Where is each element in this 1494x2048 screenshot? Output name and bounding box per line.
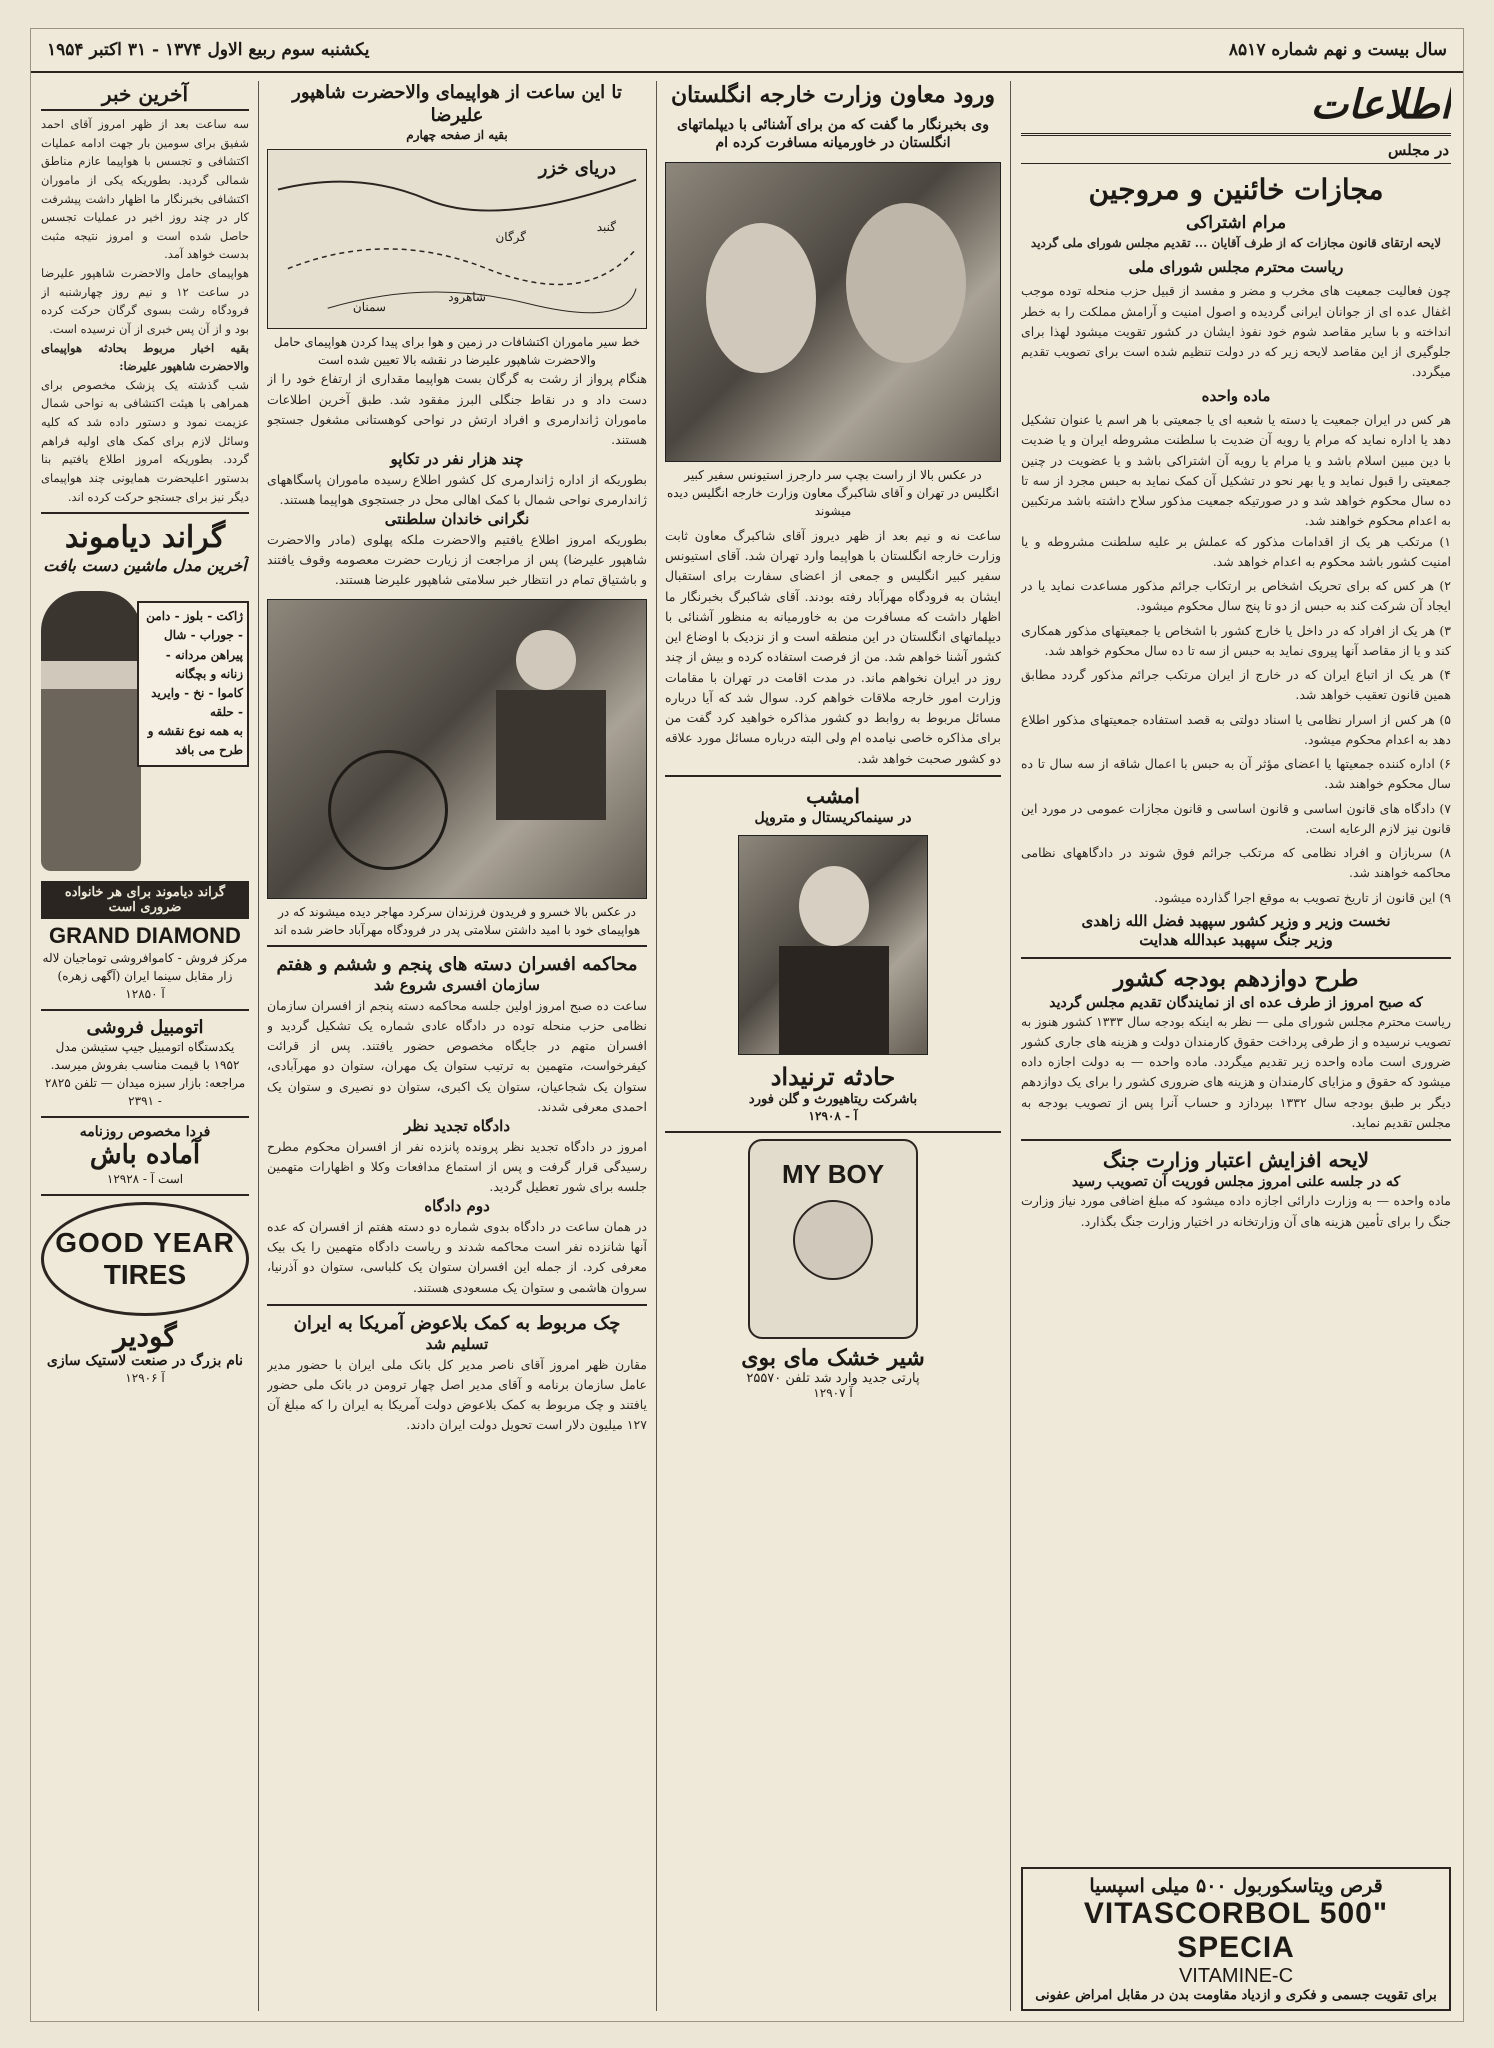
grand-diamond-ad: [41, 520, 249, 1003]
subhead-second-court: دوم دادگاه: [424, 1197, 490, 1216]
myboy-fa-sub: پارتی جدید وارد شد تلفن ۲۵۵۷۰: [746, 1370, 920, 1386]
aircraft-text-1: هنگام پرواز از رشت به گرگان بست هواپیما مقداری از ارتفاع خود را از دست داد و در نقاط جنگلی البرز مفقود شد. طبق آخرین اطلاعات ماموران ژاندارمری و افراد ارتش در نواحی کوهستانی مشغول جستجو هستند.: [267, 371, 647, 448]
article-item: ۴) هر یک از اتباع ایران که در خارج از ایران مرتکب جرائم مذکور گردد مطابق همین قانون تعقیب خواهد شد.: [1021, 667, 1451, 703]
masthead-logo: اطلاعات: [1310, 81, 1451, 128]
aircraft-text-2: بطوریکه از اداره ژاندارمری کل کشور اطلاع رسیده ماموران پاسگاههای ژاندارمری نواحی شمال با کمک اهالی محل در جستجوی هواپیما هستند.: [267, 471, 647, 508]
map-label: گرگان: [495, 230, 526, 245]
map-label: شاهرود: [448, 290, 486, 305]
lead-text: لایحه ارتقای قانون مجازات که از طرف آقایان ... تقدیم مجلس شورای ملی گردید: [1030, 236, 1442, 251]
grand-diamond-list-item: ژاکت - بلوز - دامن - جوراب - شال: [146, 609, 243, 643]
grand-diamond-fa-title: گراند دیاموند: [64, 520, 226, 556]
vitascorbol-brand: VITASCORBOL 500" SPECIA: [1083, 1897, 1389, 1964]
vitascorbol-ad: [1021, 1867, 1451, 2011]
grand-diamond-list-item: به همه نوع نقشه و طرح می بافد: [147, 724, 243, 758]
myboy-fa-title: شیر خشک مای بوی: [741, 1344, 925, 1371]
amadebash-ad: [41, 1124, 249, 1188]
cinema-subheading: در سینماکریستال و متروپل: [754, 809, 912, 826]
map-caption: خط سیر ماموران اکتشافات در زمین و هوا برای پیدا کردن هواپیمای حامل والاحضرت شاهپور علیرضا در نقشه بالا تعیین شده است: [273, 335, 641, 368]
column-rule: [258, 81, 259, 2011]
issue-line: سال بیست و نهم شماره ۸۵۱۷: [1228, 40, 1447, 60]
myboy-ad: [665, 1139, 1001, 1400]
headline-war-credit: لایحه افزایش اعتبار وزارت جنگ: [1102, 1148, 1370, 1173]
headline-latest-news: آخرین خبر: [41, 81, 249, 111]
vitascorbol-slogan: برای تقویت جسمی و فکری و ازدیاد مقاومت بدن در مقابل امراض عفونی: [1035, 1988, 1437, 2003]
latest-text-2: هواپیمای حامل والاحضرت شاهپور علیرضا در ساعت ۱۲ و نیم روز چهارشنبه از فرودگاه رشت بسوی گرگان حرکت کرده بود و از آن پس خبری از آن نرسیده است.: [41, 266, 249, 336]
headline-us-aid-check: چک مربوط به کمک بلاعوض آمریکا به ایران: [293, 1312, 621, 1334]
amadebash-line: فردا مخصوص روزنامه: [79, 1124, 211, 1141]
column-foreign-office: [665, 81, 1001, 2011]
goodyear-brand: GOOD YEAR: [55, 1227, 235, 1259]
column-rule: [1010, 81, 1011, 2011]
goodyear-logo: [41, 1202, 249, 1316]
continued-note: بقیه از صفحه چهارم: [406, 127, 508, 142]
goodyear-slogan: نام بزرگ در صنعت لاستیک سازی: [46, 1353, 244, 1370]
aircraft-text-3: بطوریکه امروز اطلاع یافتیم والاحضرت ملکه پهلوی (مادر والاحضرت شاهپور علیرضا) پس از مراجعت از زیارت حضرت معصومه وقوف یافتند و باشتیاق تمام در انتظار خبر سلامتی شاهپور علیرضا هستند.: [267, 531, 647, 588]
section-label: در مجلس: [1388, 141, 1449, 159]
article-item: ۵) هر کس از اسرار نظامی یا اسناد دولتی به قصد استفاده جمعیتهای مذکور اطلاع دهد به اعدام محکوم میشود.: [1021, 711, 1451, 747]
article-item: ۲) هر کس که برای تحریک اشخاص بر ارتکاب جرائم مذکور مساعدت نماید یا در ایجاد آن شرکت کند به حبس از دو تا پنج سال محکوم میشود.: [1021, 578, 1451, 614]
headline-officer-trials: محاکمه افسران دسته های پنجم و ششم و هفتم: [276, 953, 638, 975]
grand-diamond-brand: GRAND DIAMOND: [49, 923, 241, 949]
photo-film-actress: [738, 835, 928, 1055]
goodyear-ad: [41, 1202, 249, 1387]
article-item: ۷) دادگاه های قانون اساسی و قانون اساسی و قانون مجازات عمومی در مورد این قانون نیز لازم الرعایه است.: [1021, 800, 1451, 836]
subhead-communism: مرام اشتراکی: [1185, 213, 1287, 234]
car-sale-title: اتومبیل فروشی: [86, 1017, 204, 1039]
article-item: ۹) این قانون از تاریخ تصویب به موقع اجرا گذارده میشود.: [1154, 889, 1451, 905]
article-items: [1021, 532, 1451, 908]
date-line: یکشنبه سوم ربیع الاول ۱۳۷۴ - ۳۱ اکتبر ۱۹۵۴: [47, 40, 370, 60]
latest-text-4: شب گذشته یک پزشک مخصوص برای همراهی با هیئت اکتشافی به نواحی شمال عزیمت نمود و دستور داده شد که کلیه وسائل لازم برای کمک های اولیه فراهم گردد. بطوریکه امروز اطلاع یافتیم بنا بدستور اعلیحضرت همایونی چند هواپیمای دیگر نیز برای جستجو حرکت کرده اند.: [41, 377, 249, 504]
trials-text-3: در همان ساعت در دادگاه بدوی شماره دو دسته هفتم از افسران که عده آنها شانزده نفر است محاکمه شدند و ریاست دادگاه متهمین را یک بیک معرفی کرد. از جمله این افسران ستوان یک کلباسی، ستوان دو آذرنیا، سروان هاشمی و ستوان یک مسعودی هستند.: [267, 1218, 647, 1295]
car-sale-ad: [41, 1017, 249, 1110]
column-latest-news: [41, 81, 249, 2011]
myboy-can: [748, 1139, 918, 1339]
car-sale-text: یکدستگاه اتومبیل جیپ ستیشن مدل ۱۹۵۲ با قیمت مناسب بفروش میرسد. مراجعه: بازار سبزه میدان — تلفن ۲۸۲۵ - ۲۳۹۱: [44, 1040, 246, 1109]
cinema-heading: امشب: [806, 783, 860, 808]
photo-diplomats: [665, 162, 1001, 462]
myboy-can-label: MY BOY: [781, 1158, 885, 1189]
war-credit-text: ماده واحده — به وزارت دارائی اجازه داده میشود که مبلغ اضافی مورد نیاز وزارت جنگ را برای تأمین هزینه های آن وزارتخانه در اختیار وزارت جنگ بگذارد.: [1021, 1193, 1451, 1229]
grand-diamond-list-item: پیراهن مردانه - زنانه و بچگانه: [165, 647, 243, 681]
map-label: گنبد: [596, 220, 616, 235]
grand-diamond-ref: آ ۱۲۸۵۰: [125, 987, 165, 1002]
photo-boys-bicycle: [267, 599, 647, 899]
article-heading: ماده واحده: [1201, 386, 1271, 405]
subhead-uk-deputy: وی بخبرنگار ما گفت که من برای آشنائی با دیپلماتهای انگلستان در خاورمیانه مسافرت کرده ام: [677, 116, 989, 151]
us-aid-text: مقارن ظهر امروز آقای ناصر مدیر کل بانک ملی ایران با حضور مدیر عامل سازمان برنامه و آقای مدیر اصل چهار ترومن در بانک ملی حضور یافتند و چک مربوط به کمک بلاعوض دولت آمریکا به ایران را که مبلغ آن ۱۲۷ میلیون دلار است تحویل دولت ایران دادند.: [267, 1356, 647, 1433]
signoff-war-minister: وزیر جنگ سپهبد عبدالله هدایت: [1139, 931, 1333, 950]
woman-illustration: [41, 591, 141, 871]
photo-caption-boys: در عکس بالا خسرو و فریدون فرزندان سرکرد مهاجر دیده میشوند که در هواپیمای خود با امید داشتن سلامتی پدر در فرودگاه مهرآباد حاضر شده اند: [273, 904, 641, 937]
article-item: ۱) مرتکب هر یک از اقدامات مذکور که عملش بر علیه سلطنت مشروطه و یا امنیت کشور باشد محکوم به اعدام خواهد شد.: [1021, 533, 1451, 569]
myboy-ref: آ ۱۲۹۰۷: [813, 1385, 853, 1400]
grand-diamond-footer: مرکز فروش - کاموافروشی توماجیان لاله زار مقابل سینما ایران (آگهی زهره): [42, 951, 248, 984]
film-ad-ref: آ - ۱۲۹۰۸: [808, 1109, 858, 1124]
grand-diamond-band: گراند دیاموند برای هر خانواده ضروری است: [41, 881, 249, 919]
vitascorbol-vitamin: VITAMINE-C: [1178, 1965, 1294, 1987]
subhead-officer-trials: سازمان افسری شروع شد: [374, 976, 540, 995]
column-rule: [656, 81, 657, 2011]
subhead-royal-concern: نگرانی خاندان سلطنتی: [384, 510, 530, 529]
subhead-war-credit: که در جلسه علنی امروز مجلس فوریت آن تصویب رسید: [1071, 1174, 1401, 1191]
signoff-pm: نخست وزیر و وزیر کشور سپهبد فضل الله زاهدی: [1081, 911, 1391, 930]
goodyear-tires: TIRES: [103, 1259, 187, 1291]
grand-diamond-list-item: کاموا - نخ - وایرید - حلقه: [151, 685, 243, 720]
amadebash-title: آماده باش: [89, 1140, 201, 1171]
subhead-thousands: چند هزار نفر در تکاپو: [390, 450, 524, 469]
vitascorbol-fa-line: قرص ویتاسکوربول ۵۰۰ میلی اسپسیا: [1089, 1875, 1383, 1897]
headline-uk-deputy: ورود معاون وزارت خارجه انگلستان: [671, 82, 995, 108]
grand-diamond-fa-sub: آخرین مدل ماشین دست بافت: [43, 556, 247, 576]
latest-text-1: سه ساعت بعد از ظهر امروز آقای احمد شفیق برای سومین بار جهت ادامه عملیات اکتشافی و تجسس با هواپیما عازم مناطق شمالی گردید. بطوریکه یکی از ماموران اکتشافی بخبرنگار ما اظهار داشت پیشرفت کار در چند روز اخیر در عملیات تجسس حاصل شده است و امروز نتیجه مثبت بدست خواهد آمد.: [41, 117, 249, 262]
photo-caption-diplomats: در عکس بالا از راست بچپ سر دارجرز استیونس سفیر کبیر انگلیس در تهران و آقای شاکبرگ معاون وزارت خارجه انگلیس دیده میشوند: [666, 467, 1000, 518]
headline-budget: طرح دوازدهم بودجه کشور: [1113, 965, 1359, 992]
article-item: ۶) اداره کننده جمعیتها یا اعضای مؤثر آن به حبس با اعمال شاقه از سه سال تا ده سال محکوم خواهند شد.: [1021, 756, 1451, 792]
subhead-addressee: ریاست محترم مجلس شورای ملی: [1128, 257, 1344, 276]
trials-text-2: امروز در دادگاه تجدید نظر پرونده پانزده نفر از افسران محکوم مطرح رسیدگی قرار گرفت و پس از استماع مدافعات وکلا و اظهارات متهمین جلسه برای شور تعطیل گردید.: [267, 1138, 647, 1195]
budget-text: ریاست محترم مجلس شورای ملی — نظر به اینکه بودجه سال ۱۳۳۳ کشور هنوز به تصویب نرسیده و از طرفی پرداخت حقوق کارمندان دولت و هزینه های جاری کشور ضروری است ماده واحده زیر تقدیم میگردد. ماده واحده — به دولت اجازه داده میشود که حقوق و مزایای کارمندان و هزینه های ضروری کشور را برای یک دوازدهم دیگر بر طبق بودجه سال ۱۳۳۲ بپردازد و حساب آنرا پس از تصویب بودجه به مجلس تقدیم نماید.: [1021, 1013, 1451, 1130]
trials-text-1: ساعت ده صبح امروز اولین جلسه محاکمه دسته پنجم از افسران سازمان نظامی حزب منحله توده در دادگاه عادی شماره یک تشکیل گردید و افسران متهم در جایگاه مخصوص حضور یافتند. پس از قرائت کیفرخواست، متهمین به ترتیب ستوان یک مهران، ستوان دو مهرآبادی، ستوان یک شجاعیان، ستوان یک اکبری، ستوان دو نصیری و ستوان یک احمدی معرفی شدند.: [267, 997, 647, 1114]
goodyear-fa: گودیر: [113, 1320, 177, 1354]
map-north-iran: [267, 149, 647, 329]
goodyear-ref: آ ۱۲۹۰۶: [125, 1371, 165, 1386]
headline-traitors: مجازات خائنین و مروجین: [1088, 173, 1384, 206]
subhead-appeal-court: دادگاه تجدید نظر: [403, 1117, 511, 1136]
map-label: سمنان: [352, 300, 386, 315]
grand-diamond-list: [137, 601, 249, 767]
article-item: ۸) سربازان و افراد نظامی که مرتکب جرائم فوق شوند در دادگاههای نظامی محاکمه خواهند شد.: [1021, 845, 1451, 881]
newspaper-page: [30, 28, 1464, 2022]
column-aircraft-search: [267, 81, 647, 2011]
article-item: ۳) هر یک از افراد که در داخل یا خارج کشور با اشخاص یا جمعیتهای مذکور همکاری کند و یا از مقاصد آنها پیروی نماید به حبس از سه تا ده سال محکوم خواهد شد.: [1021, 622, 1451, 658]
header: [31, 29, 1463, 73]
article-body-uk-deputy: ساعت نه و نیم بعد از ظهر دیروز آقای شاکبرگ معاون ثابت وزارت خارجه انگلستان با هواپیما وارد تهران شد. آقای استیونس سفیر کبیر انگلیس و جمعی از اعضای سفارت برای استقبال ایشان به فرودگاه مهرآباد رفته بودند. آقای شاکبرگ بخبرنگار ما اظهار داشت که مسافرت من به خاورمیانه به منظور آشنائی با دیپلماتهای انگلستان در این منطقه است و از نزدیک با اوضاع این کشور آشنا خواهم شد. من از فرصت استفاده کرده و بیش از چند روز در ایران نخواهم ماند. در مدت اقامت در تهران با مقامات وزارت امور خارجه ملاقات خواهم کرد. سوال شد که آیا درباره مسائل مربوط به روابط دو کشور مذاکره خواهید کرد گفت من برای مذاکره خاصی نیامده ام ولی البته درباره مسائل مورد علاقه دو کشور صحبت خواهد شد.: [665, 527, 1001, 766]
subhead-budget: که صبح امروز از طرف عده ای از نمایندگان تقدیم مجلس گردید: [1049, 994, 1423, 1011]
film-title: حادثه ترنیداد: [770, 1062, 896, 1092]
amadebash-ref: است آ - ۱۲۹۲۸: [106, 1172, 184, 1187]
column-parliament: [1021, 81, 1451, 2011]
body-para-1: چون فعالیت جمعیت های مخرب و مضر و مفسد از قبیل حزب منحله توده موجب اغفال عده ای از جوانان ایرانی گردیده و اصول امنیت و آرامش مملکت را به خطر انداخته و با سایر مقاصد شوم خود نفوذ ایشان در کشور تقویت میشود لهذا برای جلوگیری از این مقاصد لایحه زیر که در دولت تنظیم شده است برای تصویب تقدیم میگردد.: [1021, 283, 1451, 380]
baby-face-icon: [793, 1200, 873, 1280]
map-title: دریای خزر: [538, 158, 616, 180]
latest-text-3: بقیه اخبار مربوط بحادثه هواپیمای والاحضرت شاهپور علیرضا:: [41, 340, 249, 374]
film-cast: باشرکت ریتاهیورث و گلن فورد: [748, 1092, 918, 1108]
headline-aircraft: تا این ساعت از هواپیمای والاحضرت شاهپور علیرضا: [292, 82, 622, 127]
body-para-2: هر کس در ایران جمعیت یا دسته یا شعبه ای یا جمعیتی با هر اسم یا عنوان تشکیل دهد یا اداره نماید که مرام یا رویه آن ضدیت با سلطنت مشروطه ایران و یا ضدیت با دین مبین اسلام باشد و یا مرام یا رویه آن اشتراکی باشد و یا عضویت در چنین جمعیتی را قبول نماید و یا بهر نحو در تشکیل آن کمک نماید به حبس مجرد از سه تا ده سال محکوم خواهد شد و در صورتیکه جمعیت مذکور سلاح داشته باشد مرتکبین به اعدام محکوم خواهند شد.: [1021, 412, 1451, 529]
subhead-us-aid-check: تسلیم شد: [425, 1335, 489, 1354]
